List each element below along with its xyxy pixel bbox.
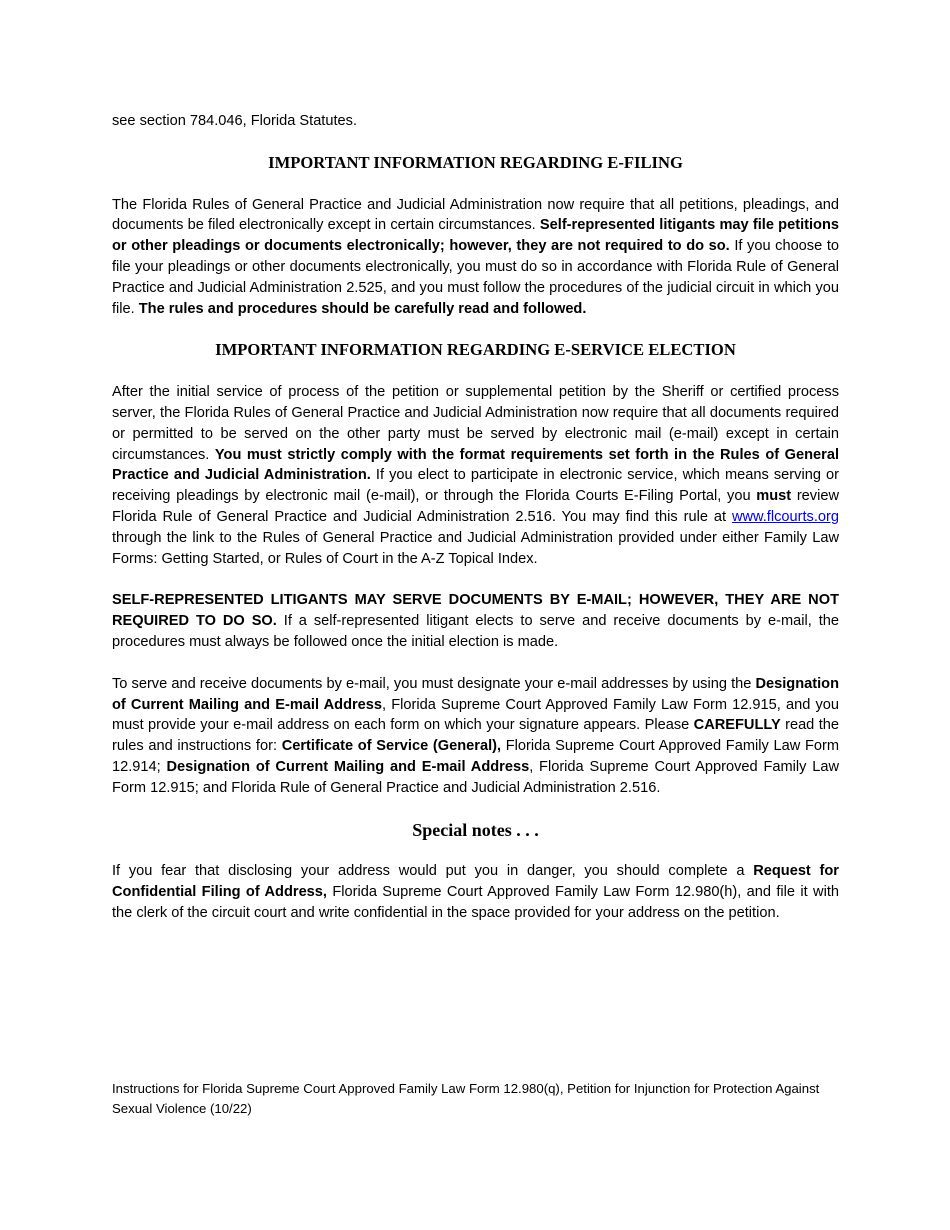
eservice-text-1: After the initial service of process of the petition or supplemental petition by the Sheriff or certified process server, the Florida Rules of General Practice and Judicial Administration now require that all documents required or permitted to be served on the other party must be served by electronic mail (e-mail) except in certain circumstances. (112, 384, 839, 463)
special-notes-paragraph (112, 861, 839, 923)
page-footer: Instructions for Florida Supreme Court Approved Family Law Form 12.980(q), Petition for Injunction for Protection Against Sexual Violence (10/22) (112, 1081, 820, 1116)
eservice-bold-designation-2: Designation of Current Mailing and E-mail Address (166, 758, 530, 775)
eservice-bold-designation-1: Designation of Current Mailing and E-mail Address (112, 675, 839, 713)
special-notes-heading: Special notes . . . (412, 819, 539, 840)
document-page (112, 111, 839, 924)
eservice-bold-certificate: Certificate of Service (General), (281, 738, 502, 755)
intro-line: see section 784.046, Florida Statutes. (112, 113, 358, 129)
efiling-bold-1: Self-represented litigants may file petitions or other pleadings or documents electronically; however, they are not required to do so. (112, 217, 839, 255)
efiling-paragraph (112, 195, 839, 320)
flcourts-link[interactable]: www.flcourts.org (731, 508, 839, 525)
eservice-text-7: , Florida Supreme Court Approved Family Law Form 12.915, and you must provide your e-mail address on each form on which your signature appears. Please (112, 696, 839, 734)
eservice-text-6: To serve and receive documents by e-mail, you must designate your e-mail addresses by using the (112, 675, 756, 692)
eservice-text-9: Florida Supreme Court Approved Family Law Form 12.914; (112, 738, 839, 775)
eservice-paragraph-3 (112, 674, 839, 799)
eservice-bold-must: must (756, 488, 792, 505)
eservice-paragraph-2 (112, 590, 839, 652)
efiling-text-2: If you choose to file your pleadings or other documents electronically, you must do so in accordance with Florida Rule of General Practice and Judicial Administration 2.525, and you must follow the procedures of the judicial circuit in which you file. (112, 238, 839, 317)
notes-text-2: Florida Supreme Court Approved Family Law Form 12.980(h), and file it with the clerk of the circuit court and write confidential in the space provided for your address on the petition. (112, 884, 839, 921)
eservice-text-2: If you elect to participate in electronic service, which means serving or receiving pleadings by electronic mail (e-mail), or through the Florida Courts E-Filing Portal, you (112, 467, 839, 505)
eservice-text-3: review Florida Rule of General Practice and Judicial Administration 2.516. You may find this rule at (112, 488, 839, 525)
eservice-bold-1: You must strictly comply with the format requirements set forth in the Rules of General Practice and Judicial Administration. (112, 446, 840, 484)
eservice-text-8: read the rules and instructions for: (112, 717, 839, 755)
eservice-text-5: If a self-represented litigant elects to serve and receive documents by e-mail, the procedures must always be followed once the initial election is made. (112, 613, 839, 650)
eservice-paragraph-1 (112, 382, 839, 569)
efiling-text-1: The Florida Rules of General Practice and Judicial Administration now require that all petitions, pleadings, and documents be filed electronically except in certain circumstances. (112, 196, 839, 234)
efiling-bold-2: The rules and procedures should be carefully read and followed. (138, 300, 587, 317)
notes-bold-request: Request for Confidential Filing of Address, (112, 863, 839, 901)
eservice-heading: IMPORTANT INFORMATION REGARDING E-SERVICE ELECTION (215, 340, 736, 360)
eservice-text-4: through the link to the Rules of General Practice and Judicial Administration provided under either Family Law Forms: Getting Started, or Rules of Court in the A-Z Topical Index. (112, 529, 839, 567)
eservice-bold-carefully: CAREFULLY (693, 717, 781, 734)
eservice-text-10: , Florida Supreme Court Approved Family Law Form 12.915; and Florida Rule of General Practice and Judicial Administration 2.516. (112, 758, 839, 796)
eservice-bold-caps: SELF-REPRESENTED LITIGANTS MAY SERVE DOCUMENTS BY E-MAIL; HOWEVER, THEY ARE NOT REQUIRED TO DO SO. (112, 592, 839, 630)
notes-text-1: If you fear that disclosing your address would put you in danger, you should complete a (112, 863, 754, 880)
efiling-heading: IMPORTANT INFORMATION REGARDING E-FILING (268, 152, 683, 172)
